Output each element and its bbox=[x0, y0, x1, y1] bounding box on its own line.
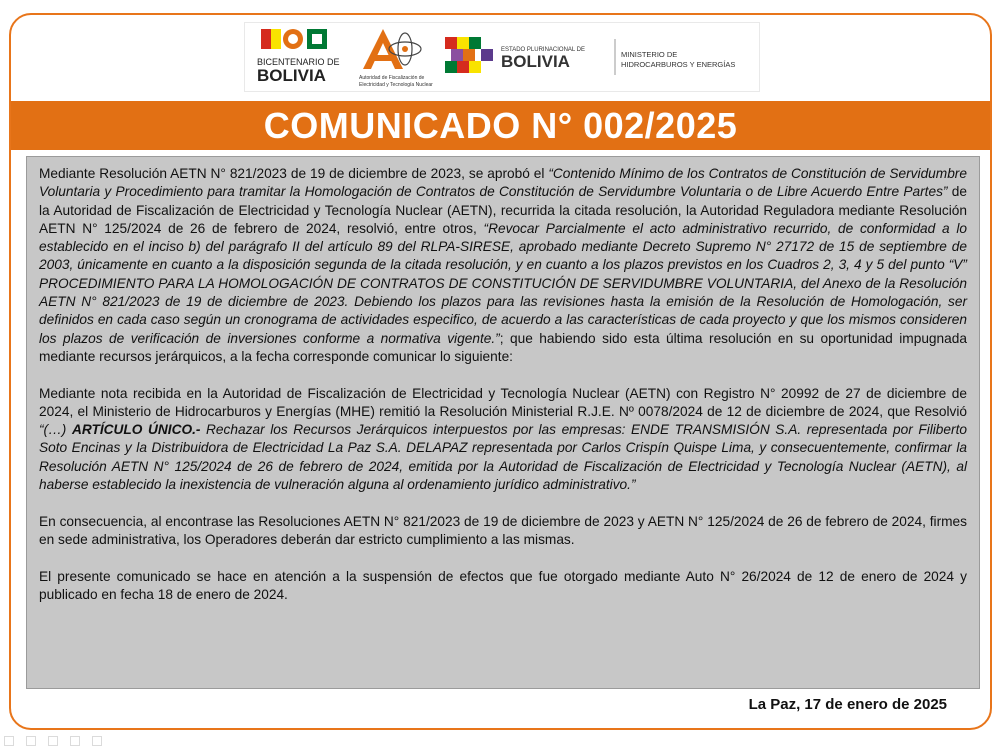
p1-text-c: de la Autoridad de Fiscalización de Electricidad y Tecnología Nuclear (AETN), recurrida la citada resolución, la Autoridad Reguladora mediante Resolución AETN N° 125/2024 de 26 de febrero de 2024, resolvió, entre otros, bbox=[39, 184, 967, 236]
footer-icon bbox=[48, 736, 58, 746]
p2-quote-open: “(…) bbox=[39, 422, 72, 438]
communique-title-banner: COMUNICADO N° 002/2025 bbox=[11, 101, 990, 150]
p1-quote-title: “Contenido Mínimo de los Contratos de Constitución de Servidumbre Voluntaria y Procedimiento para tramitar la Homologación de Contratos de Constitución de Servidumbre Voluntaria o de Libre Acuerdo Entre Partes” bbox=[39, 166, 967, 200]
ministerio-line2: HIDROCARBUROS Y ENERGÍAS bbox=[621, 60, 736, 69]
p1-text-a: Mediante Resolución AETN N° 821/2023 de 19 de diciembre de 2023, se aprobó el bbox=[39, 166, 549, 181]
paragraph-4: El presente comunicado se hace en atención a la suspensión de efectos que fue otorgado mediante Auto N° 26/2024 de 12 de enero de 2024 y publicado en fecha 18 de enero de 2024. bbox=[39, 568, 967, 602]
estado-line2: BOLIVIA bbox=[501, 52, 570, 71]
footer-icon bbox=[26, 736, 36, 746]
p1-quote-resolution: “Revocar Parcialmente el acto administrativo recurrido, de conformidad a lo establecido en el inciso b) del parágrafo II del artículo 89 del RLPA-SIRESE, aprobado mediante Decreto Supremo N° 27172 de 15 de septiembre de 2003, únicamente en cuanto a la disposición segunda de la citada resolución, y en cuanto a los plazos previstos en los Cuadros 2, 3, 4 y 5 del punto “V” PROCEDIMIENTO PARA LA HOMOLOGACIÓN DE CONTRATOS DE CONSTITUCIÓN DE SERVIDUMBRE VOLUNTARIA, del Anexo de la Resolución AETN N° 821/2023 de 19 de diciembre de 2023. Debiendo los plazos para las revisiones hasta la emisión de la Resolución de Homologación, ser definidos en cada caso según un cronograma de actividades especifico, de acuerdo a las características de cada proyecto y que los mismos consideren los plazos de verificación de inversiones conforme a normativa vigente.” bbox=[39, 220, 967, 346]
p1-text-e: ; que habiendo sido esta última resolución en su oportunidad impugnada mediante recursos jerárquicos, a la fecha corresponde comunicar lo siguiente: bbox=[39, 330, 967, 364]
p2-quote-body: Rechazar los Recursos Jerárquicos interpuestos por las empresas: ENDE TRANSMISIÓN S.A. representada por Filiberto Soto Encinas y la Distribuidora de Electricidad La Paz S.A. DELAPAZ representada por Carlos Crispín Quispe Lima, y consecuentemente, confirmar la Resolución AETN N° 125/2024 de 26 de febrero de 2024, emitida por la Autoridad de Fiscalización de Electricidad y Tecnología Nuclear (AETN), al haberse establecido la inexistencia de vulneración alguna al ordenamiento jurídico administrativo.” bbox=[39, 422, 968, 493]
p2-article-heading: ARTÍCULO ÚNICO.- bbox=[71, 422, 201, 438]
place-date: La Paz, 17 de enero de 2025 bbox=[748, 696, 947, 713]
footer-icon bbox=[70, 736, 80, 746]
communique-body bbox=[26, 156, 980, 689]
paragraph-3: En consecuencia, al encontrase las Resoluciones AETN N° 821/2023 de 19 de diciembre de 2023 y AETN N° 125/2024 de 26 de febrero de 2024, firmes en sede administrativa, los Operadores deberán dar estricto cumplimiento a las mismas. bbox=[39, 513, 967, 547]
faint-footer-icons bbox=[4, 733, 114, 743]
header-logo-strip bbox=[244, 22, 760, 92]
footer-icon bbox=[4, 736, 14, 746]
aetn-line1: Autoridad de Fiscalización de bbox=[359, 75, 425, 81]
aetn-logo bbox=[353, 23, 445, 91]
bicentenario-line2: BOLIVIA bbox=[257, 66, 326, 85]
ministerio-logo bbox=[611, 23, 751, 91]
footer-icon bbox=[92, 736, 102, 746]
estado-line1: ESTADO PLURINACIONAL DE bbox=[501, 47, 586, 53]
bicentenario-logo bbox=[253, 23, 345, 91]
ministerio-line1: MINISTERIO DE bbox=[621, 50, 678, 59]
aetn-line2: Electricidad y Tecnología Nuclear bbox=[359, 82, 433, 88]
estado-plurinacional-logo bbox=[441, 23, 611, 91]
bicentenario-line1: BICENTENARIO DE bbox=[257, 57, 340, 67]
p2-text-a: Mediante nota recibida en la Autoridad de Fiscalización de Electricidad y Tecnología Nuclear (AETN) con Registro N° 20992 de 27 de diciembre de 2024, el Ministerio de Hidrocarburos y Energías (MHE) remitió la Resolución Ministerial R.J.E. Nº 0078/2024 de 12 de diciembre de 2024, que Resolvió bbox=[39, 385, 967, 419]
paragraph-2 bbox=[39, 385, 967, 495]
paragraph-1 bbox=[39, 165, 967, 366]
